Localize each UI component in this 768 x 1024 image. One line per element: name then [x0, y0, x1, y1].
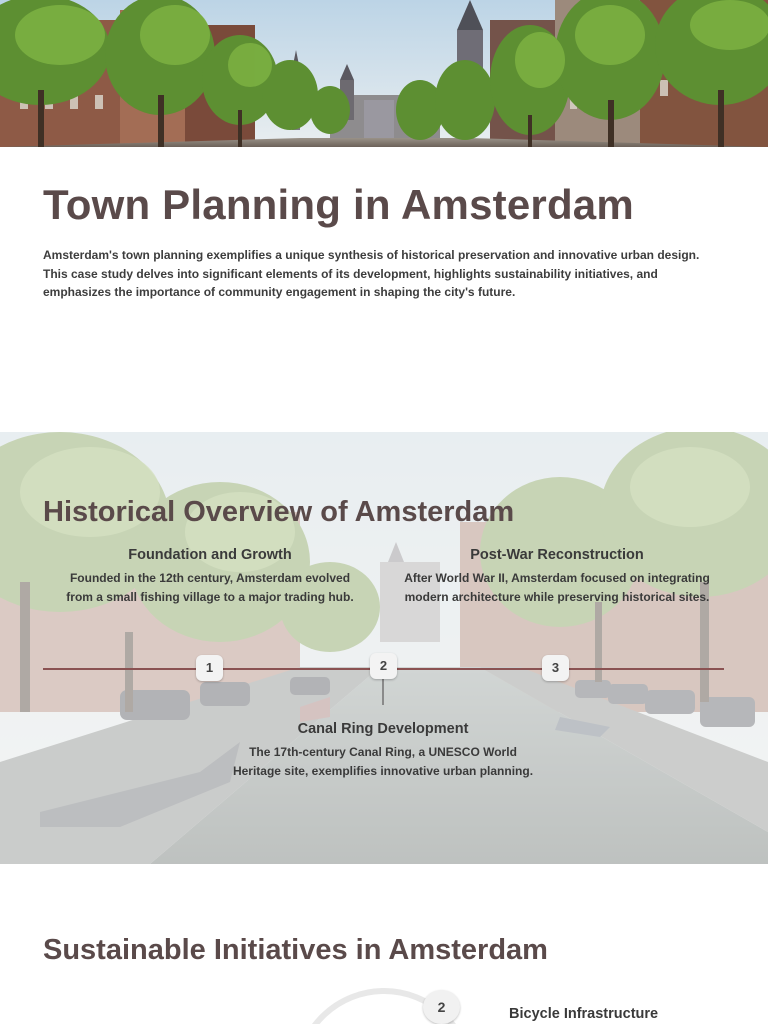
sustainability-title: Sustainable Initiatives in Amsterdam: [43, 934, 548, 966]
milestone-canal-ring: [228, 721, 538, 781]
timeline-node-2: 2: [370, 653, 397, 679]
sustainability-section: [0, 864, 768, 1024]
history-title: Historical Overview of Amsterdam: [43, 496, 515, 528]
milestone-title: Post-War Reconstruction: [470, 547, 644, 563]
initiative-node-2: 2: [423, 990, 460, 1024]
milestone-description: The 17th-century Canal Ring, a UNESCO World Heritage site, exemplifies innovative urban planning.: [232, 745, 534, 778]
title-section: [0, 147, 768, 432]
milestone-description: After World War II, Amsterdam focused on integrating modern architecture while preserving historical sites.: [404, 571, 710, 604]
milestone-title: Foundation and Growth: [128, 547, 292, 563]
milestone-foundation: [55, 547, 365, 607]
hero-photo: [0, 0, 768, 147]
milestone-title: Canal Ring Development: [297, 721, 469, 737]
initiative-title: Bicycle Infrastructure: [509, 1006, 659, 1022]
timeline-node-3: 3: [542, 655, 569, 681]
intro-paragraph: Amsterdam's town planning exemplifies a unique synthesis of historical preservation and innovative urban design. This case study delves into significant elements of its development, highlights sustainability initiatives, and emphasizes the importance of community engagement in shaping the city's future.: [43, 248, 700, 299]
page-title: Town Planning in Amsterdam: [43, 181, 634, 228]
timeline-connector: [382, 677, 384, 705]
milestone-description: Founded in the 12th century, Amsterdam evolved from a small fishing village to a major trading hub.: [66, 571, 354, 604]
history-section: [0, 432, 768, 864]
timeline-node-1: 1: [196, 655, 223, 681]
milestone-post-war: [403, 547, 711, 607]
